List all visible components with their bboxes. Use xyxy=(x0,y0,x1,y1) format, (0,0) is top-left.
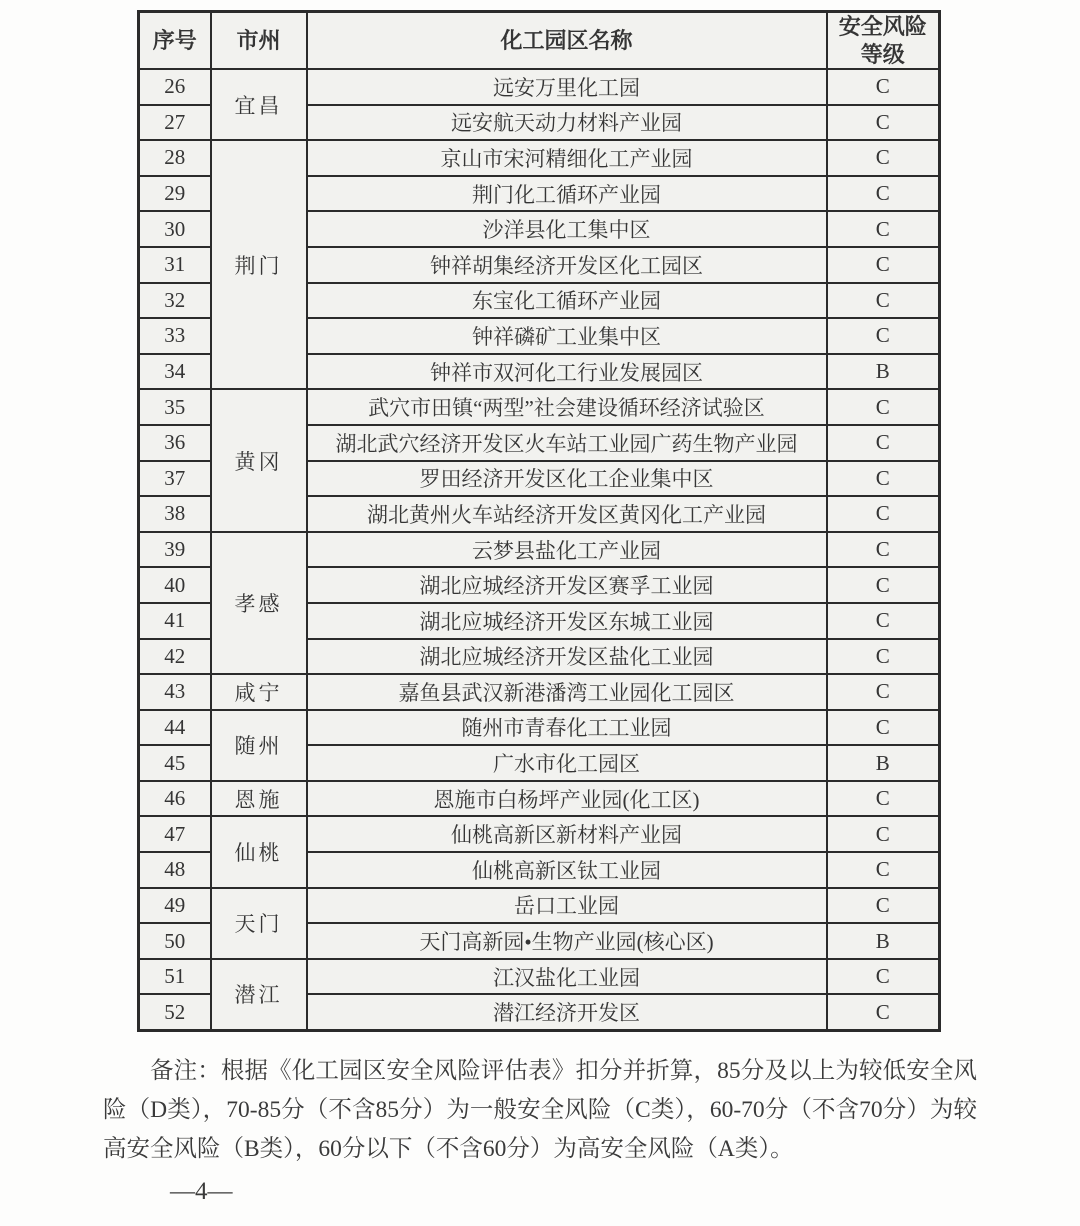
city-cell: 黄冈 xyxy=(211,389,307,531)
serial-number-cell: 33 xyxy=(139,318,211,354)
serial-number-cell: 41 xyxy=(139,603,211,639)
risk-grade-cell: C xyxy=(827,425,940,461)
risk-grade-cell: C xyxy=(827,140,940,176)
serial-number-cell: 46 xyxy=(139,781,211,817)
risk-grade-cell: C xyxy=(827,389,940,425)
risk-grade-cell: C xyxy=(827,532,940,568)
park-name-cell: 武穴市田镇“两型”社会建设循环经济试验区 xyxy=(307,389,827,425)
risk-grade-cell: C xyxy=(827,816,940,852)
park-name-cell: 江汉盐化工业园 xyxy=(307,959,827,995)
serial-number-cell: 51 xyxy=(139,959,211,995)
risk-grade-cell: C xyxy=(827,710,940,746)
risk-grade-cell: C xyxy=(827,461,940,497)
city-cell: 荆门 xyxy=(211,140,307,389)
park-name-cell: 荆门化工循环产业园 xyxy=(307,176,827,212)
park-name-cell: 钟祥市双河化工行业发展园区 xyxy=(307,354,827,390)
serial-number-cell: 27 xyxy=(139,105,211,141)
serial-number-cell: 40 xyxy=(139,567,211,603)
table-row xyxy=(139,389,940,425)
risk-grade-cell: C xyxy=(827,247,940,283)
park-name-cell: 远安航天动力材料产业园 xyxy=(307,105,827,141)
table-row xyxy=(139,888,940,924)
park-name-cell: 湖北武穴经济开发区火车站工业园广药生物产业园 xyxy=(307,425,827,461)
risk-grade-cell: C xyxy=(827,852,940,888)
park-name-cell: 恩施市白杨坪产业园(化工区) xyxy=(307,781,827,817)
serial-number-cell: 38 xyxy=(139,496,211,532)
risk-grade-cell: C xyxy=(827,674,940,710)
page-number: —4— xyxy=(170,1178,233,1205)
table-row xyxy=(139,959,940,995)
park-name-cell: 岳口工业园 xyxy=(307,888,827,924)
risk-grade-cell: B xyxy=(827,923,940,959)
table-row xyxy=(139,781,940,817)
serial-number-cell: 52 xyxy=(139,994,211,1030)
park-name-cell: 嘉鱼县武汉新港潘湾工业园化工园区 xyxy=(307,674,827,710)
serial-number-cell: 45 xyxy=(139,745,211,781)
risk-grade-cell: C xyxy=(827,176,940,212)
serial-number-cell: 29 xyxy=(139,176,211,212)
park-name-cell: 云梦县盐化工产业园 xyxy=(307,532,827,568)
city-cell: 潜江 xyxy=(211,959,307,1031)
park-name-cell: 东宝化工循环产业园 xyxy=(307,283,827,319)
park-name-cell: 远安万里化工园 xyxy=(307,69,827,105)
park-name-cell: 钟祥磷矿工业集中区 xyxy=(307,318,827,354)
table-row xyxy=(139,140,940,176)
serial-number-cell: 37 xyxy=(139,461,211,497)
city-cell: 仙桃 xyxy=(211,816,307,887)
serial-number-cell: 48 xyxy=(139,852,211,888)
risk-grade-cell: C xyxy=(827,211,940,247)
serial-number-cell: 31 xyxy=(139,247,211,283)
risk-grade-cell: C xyxy=(827,603,940,639)
park-name-cell: 湖北应城经济开发区赛孚工业园 xyxy=(307,567,827,603)
city-cell: 恩施 xyxy=(211,781,307,817)
risk-grade-cell: C xyxy=(827,781,940,817)
risk-grade-cell: C xyxy=(827,69,940,105)
park-name-cell: 潜江经济开发区 xyxy=(307,994,827,1030)
serial-number-cell: 39 xyxy=(139,532,211,568)
serial-number-cell: 36 xyxy=(139,425,211,461)
risk-grade-cell: C xyxy=(827,567,940,603)
table-row xyxy=(139,532,940,568)
header-risk-level: 安全风险等级 xyxy=(827,12,940,70)
risk-grade-cell: C xyxy=(827,639,940,675)
park-name-cell: 仙桃高新区新材料产业园 xyxy=(307,816,827,852)
park-name-cell: 天门高新园•生物产业园(核心区) xyxy=(307,923,827,959)
serial-number-cell: 26 xyxy=(139,69,211,105)
city-cell: 宜昌 xyxy=(211,69,307,140)
park-name-cell: 罗田经济开发区化工企业集中区 xyxy=(307,461,827,497)
risk-grade-cell: C xyxy=(827,318,940,354)
header-park-name: 化工园区名称 xyxy=(307,12,827,70)
serial-number-cell: 30 xyxy=(139,211,211,247)
table-header-row xyxy=(139,12,940,70)
serial-number-cell: 35 xyxy=(139,389,211,425)
serial-number-cell: 44 xyxy=(139,710,211,746)
risk-grade-cell: C xyxy=(827,959,940,995)
serial-number-cell: 43 xyxy=(139,674,211,710)
park-name-cell: 仙桃高新区钛工业园 xyxy=(307,852,827,888)
risk-grade-cell: C xyxy=(827,496,940,532)
risk-grade-cell: C xyxy=(827,283,940,319)
risk-grade-cell: B xyxy=(827,745,940,781)
park-name-cell: 钟祥胡集经济开发区化工园区 xyxy=(307,247,827,283)
park-name-cell: 湖北应城经济开发区盐化工业园 xyxy=(307,639,827,675)
risk-grade-cell: C xyxy=(827,994,940,1030)
serial-number-cell: 32 xyxy=(139,283,211,319)
city-cell: 咸宁 xyxy=(211,674,307,710)
city-cell: 天门 xyxy=(211,888,307,959)
risk-grade-cell: B xyxy=(827,354,940,390)
header-serial-number: 序号 xyxy=(139,12,211,70)
park-name-cell: 湖北应城经济开发区东城工业园 xyxy=(307,603,827,639)
serial-number-cell: 47 xyxy=(139,816,211,852)
table-body xyxy=(139,69,940,1031)
note-text: 备注：根据《化工园区安全风险评估表》扣分并折算，85分及以上为较低安全风险（D类），70-85分（不含85分）为一般安全风险（C类），60-70分（不含70分）为较高安全风险（B类），60分以下（不含60分）为高安全风险（A类）。 xyxy=(103,1058,977,1162)
city-cell: 随州 xyxy=(211,710,307,781)
serial-number-cell: 34 xyxy=(139,354,211,390)
table-row xyxy=(139,710,940,746)
risk-grade-cell: C xyxy=(827,105,940,141)
chemical-park-risk-table xyxy=(137,10,941,1032)
city-cell: 孝感 xyxy=(211,532,307,674)
serial-number-cell: 42 xyxy=(139,639,211,675)
serial-number-cell: 50 xyxy=(139,923,211,959)
serial-number-cell: 49 xyxy=(139,888,211,924)
table-row xyxy=(139,816,940,852)
park-name-cell: 广水市化工园区 xyxy=(307,745,827,781)
table-row xyxy=(139,69,940,105)
table-row xyxy=(139,674,940,710)
park-name-cell: 湖北黄州火车站经济开发区黄冈化工产业园 xyxy=(307,496,827,532)
park-name-cell: 沙洋县化工集中区 xyxy=(307,211,827,247)
risk-grade-cell: C xyxy=(827,888,940,924)
park-name-cell: 随州市青春化工工业园 xyxy=(307,710,827,746)
park-name-cell: 京山市宋河精细化工产业园 xyxy=(307,140,827,176)
serial-number-cell: 28 xyxy=(139,140,211,176)
header-city: 市州 xyxy=(211,12,307,70)
